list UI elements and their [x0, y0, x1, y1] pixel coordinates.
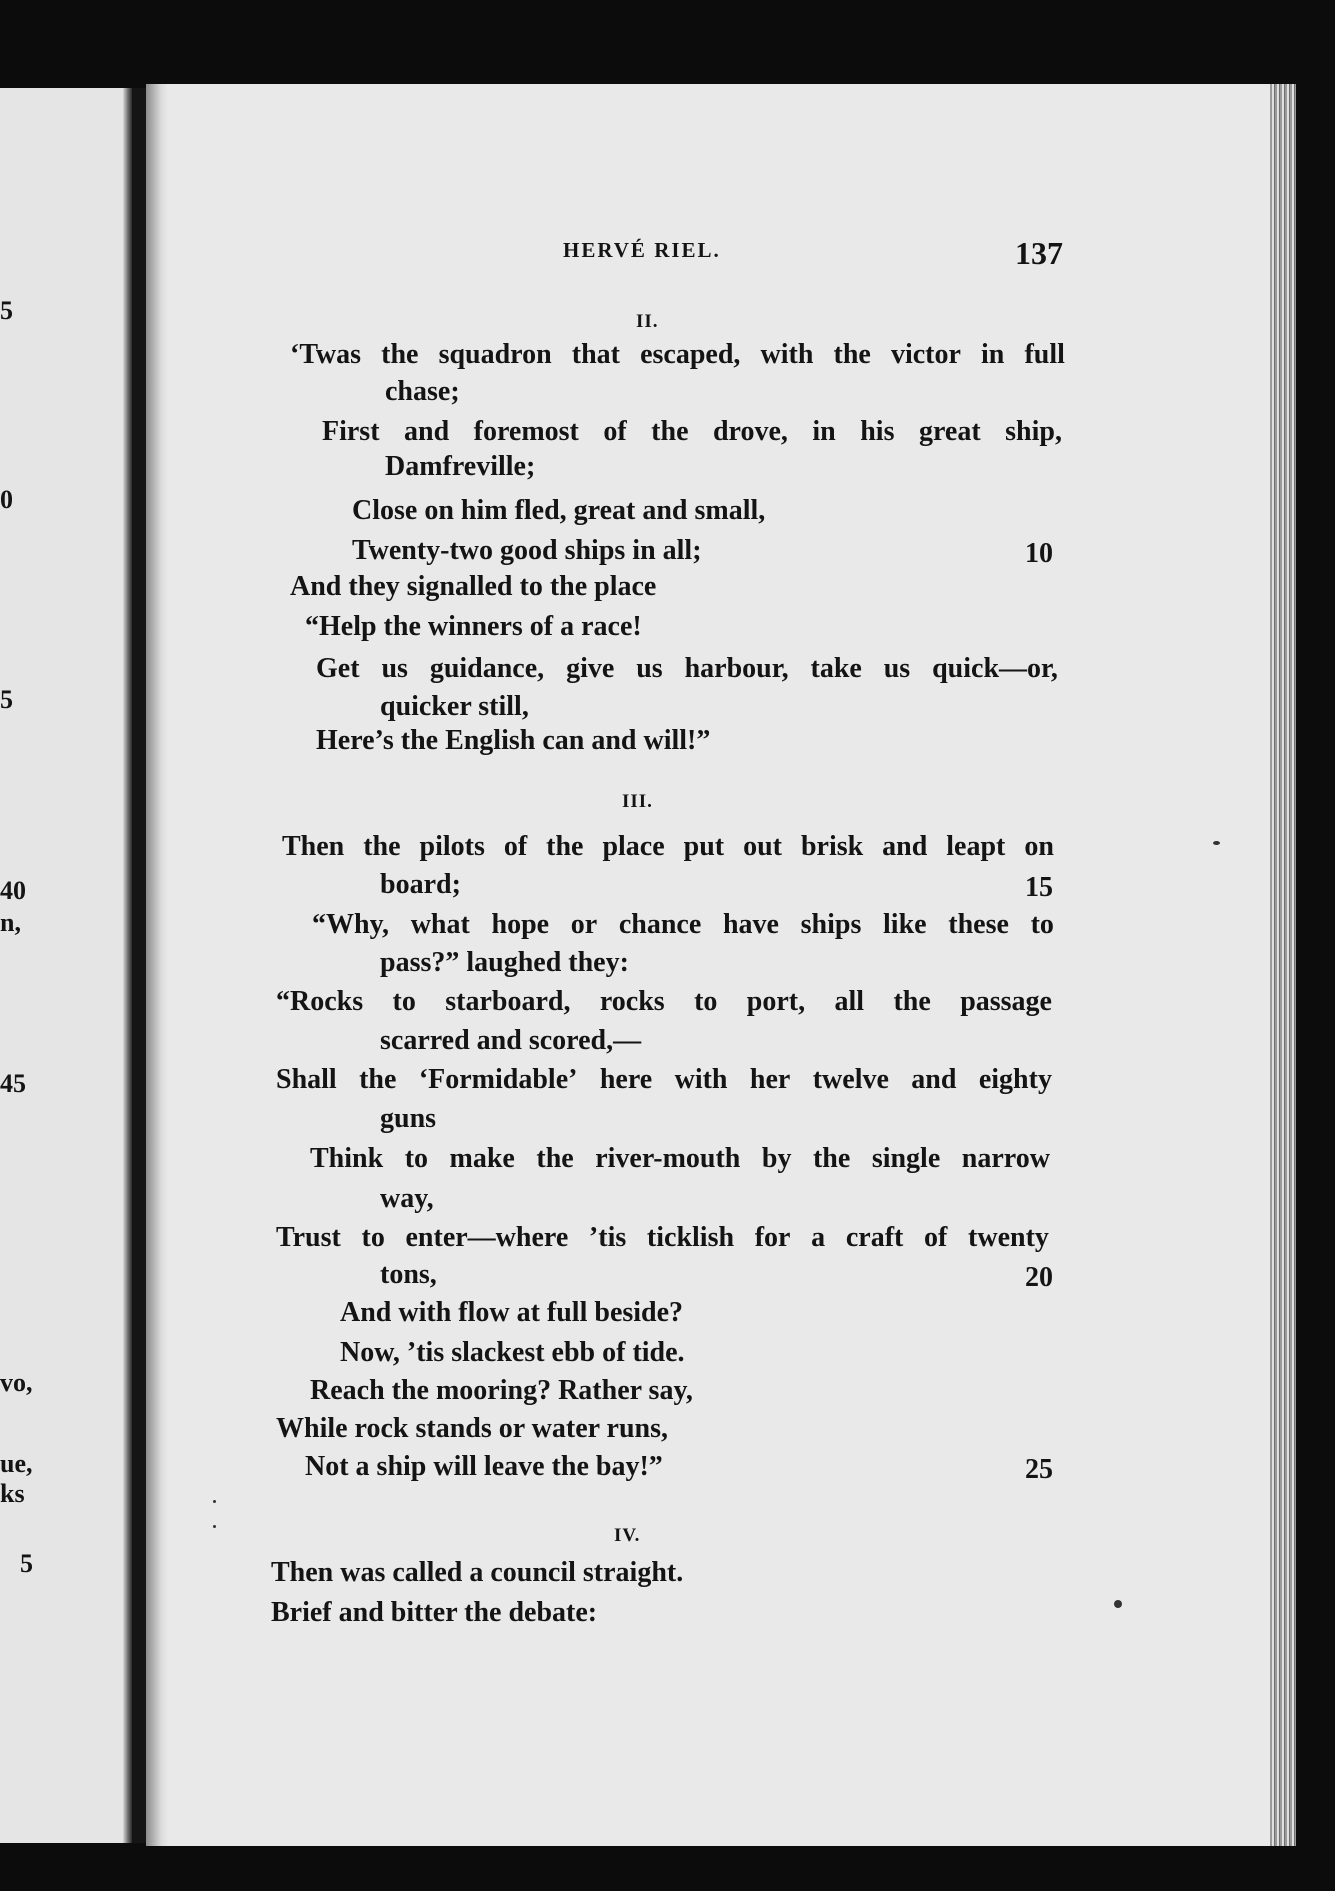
left-page — [0, 88, 132, 1843]
left-page-fragment: 5 — [20, 1549, 33, 1578]
verse-word: and — [911, 1064, 957, 1095]
verse-line: Brief and bitter the debate: — [271, 1597, 598, 1628]
verse-word: passage — [960, 986, 1052, 1017]
verse-word: victor — [890, 339, 961, 370]
verse-line — [282, 830, 1054, 864]
verse-word: like — [883, 909, 927, 940]
verse-word: craft — [845, 1222, 904, 1253]
left-page-fragment: 45 — [0, 1069, 26, 1098]
verse-word: place — [602, 831, 665, 862]
verse-word: narrow — [961, 1143, 1050, 1174]
verse-word: to — [404, 1143, 429, 1174]
verse-word: enter—where — [405, 1222, 569, 1253]
left-page-fragment: 5 — [0, 685, 13, 714]
line-number: 25 — [1025, 1454, 1053, 1485]
verse-word: starboard, — [445, 986, 571, 1017]
verse-word: “Rocks — [276, 986, 364, 1017]
verse-word: make — [449, 1143, 515, 1174]
verse-line — [316, 652, 1058, 686]
verse-word: the — [812, 1143, 851, 1174]
verse-word: Trust — [276, 1222, 341, 1253]
line-number: 15 — [1025, 872, 1053, 903]
verse-line: way, — [380, 1183, 434, 1214]
gutter — [132, 88, 146, 1843]
verse-word: chance — [618, 909, 702, 940]
verse-line — [290, 338, 1065, 372]
verse-word: river-mouth — [595, 1143, 741, 1174]
verse-line: Damfreville; — [385, 451, 536, 482]
verse-word: rocks — [599, 986, 665, 1017]
verse-word: take — [810, 653, 862, 684]
verse-line: Twenty-two good ships in all; — [352, 535, 702, 566]
verse-word: Shall — [276, 1064, 337, 1095]
verse-word: the — [833, 339, 871, 370]
verse-word: of — [603, 416, 627, 447]
left-page-fragment: 0 — [0, 485, 13, 514]
verse-word: great — [918, 416, 981, 447]
verse-line: Here’s the English can and will!” — [316, 725, 711, 756]
verse-word: drove, — [712, 416, 788, 447]
running-head: HERVÉ RIEL. — [563, 238, 721, 262]
verse-word: and — [882, 831, 928, 862]
verse-word: with — [760, 339, 814, 370]
verse-word: the — [893, 986, 931, 1017]
verse-word: ship, — [1005, 416, 1062, 447]
verse-word: twenty — [968, 1222, 1049, 1253]
verse-line: board; — [380, 869, 461, 900]
verse-word: harbour, — [684, 653, 789, 684]
verse-word: foremost — [473, 416, 579, 447]
verse-word: put — [683, 831, 725, 862]
verse-word: that — [571, 339, 620, 370]
left-page-fragment: 40 — [0, 876, 26, 905]
verse-word: pilots — [419, 831, 485, 862]
verse-word: ‘Formidable’ — [418, 1064, 578, 1095]
verse-line — [276, 1221, 1049, 1255]
verse-line: “Help the winners of a race! — [305, 611, 642, 642]
verse-word: give — [566, 653, 615, 684]
verse-line: guns — [380, 1103, 437, 1134]
verse-word: the — [359, 1064, 397, 1095]
verse-word: Then — [282, 831, 345, 862]
verse-line: Reach the mooring? Rather say, — [310, 1375, 693, 1406]
verse-word: what — [410, 909, 470, 940]
verse-word: all — [834, 986, 865, 1017]
verse-word: hope — [491, 909, 550, 940]
verse-line: While rock stands or water runs, — [276, 1413, 669, 1444]
verse-word: brisk — [800, 831, 864, 862]
verse-word: out — [743, 831, 782, 862]
verse-word: ships — [800, 909, 862, 940]
line-number: 10 — [1025, 538, 1053, 569]
verse-word: port, — [746, 986, 806, 1017]
verse-word: ticklish — [646, 1222, 735, 1253]
verse-word: twelve — [812, 1064, 889, 1095]
section-numeral: II. — [636, 311, 659, 332]
left-page-fragment: n, — [0, 908, 21, 937]
verse-line: Then was called a council straight. — [271, 1557, 684, 1588]
verse-line: pass?” laughed they: — [380, 947, 629, 978]
verse-word: or — [570, 909, 598, 940]
verse-word: to — [361, 1222, 385, 1253]
verse-line — [276, 985, 1052, 1019]
verse-word: here — [599, 1064, 653, 1095]
verse-line: quicker still, — [380, 691, 529, 722]
left-page-fragment: ue, — [0, 1449, 33, 1478]
verse-word: ‘Twas — [290, 339, 362, 370]
verse-word: eighty — [978, 1064, 1052, 1095]
page-edge — [1270, 84, 1296, 1846]
verse-line — [322, 415, 1062, 449]
verse-line: Close on him fled, great and small, — [352, 495, 766, 526]
left-page-fragment: 5 — [0, 296, 13, 325]
verse-word: the — [363, 831, 401, 862]
verse-word: these — [948, 909, 1009, 940]
verse-word: us — [636, 653, 663, 684]
verse-word: of — [924, 1222, 948, 1253]
verse-word: the — [546, 831, 584, 862]
verse-word: by — [761, 1143, 792, 1174]
verse-word: full — [1024, 339, 1065, 370]
verse-word: his — [860, 416, 895, 447]
verse-word: First — [322, 416, 380, 447]
left-page-fragment: vo, — [0, 1368, 33, 1397]
verse-word: to — [694, 986, 718, 1017]
verse-line — [312, 908, 1054, 942]
verse-line: Now, ’tis slackest ebb of tide. — [340, 1337, 685, 1368]
verse-word: squadron — [438, 339, 552, 370]
verse-word: quick—or, — [932, 653, 1058, 684]
verse-word: Get — [316, 653, 360, 684]
verse-word: on — [1024, 831, 1054, 862]
verse-word: escaped, — [640, 339, 741, 370]
verse-word: guidance, — [429, 653, 545, 684]
verse-word: us — [883, 653, 911, 684]
verse-word: and — [404, 416, 450, 447]
left-page-fragment: ks — [0, 1479, 25, 1508]
verse-word: the — [536, 1143, 574, 1174]
verse-word: to — [1030, 909, 1054, 940]
verse-line: Not a ship will leave the bay!” — [305, 1451, 663, 1482]
verse-word: single — [871, 1143, 941, 1174]
verse-line: And with flow at full beside? — [340, 1297, 684, 1328]
section-numeral: III. — [622, 791, 653, 812]
section-numeral: IV. — [614, 1525, 641, 1546]
verse-word: a — [811, 1222, 826, 1253]
verse-line — [310, 1142, 1050, 1176]
verse-word: to — [392, 986, 416, 1017]
verse-word: “Why, — [312, 909, 390, 940]
verse-line: chase; — [385, 376, 460, 407]
verse-word: in — [812, 416, 836, 447]
verse-word: Think — [310, 1143, 384, 1174]
verse-word: have — [722, 909, 779, 940]
verse-line — [276, 1063, 1052, 1097]
verse-word: the — [381, 339, 419, 370]
verse-word: the — [651, 416, 689, 447]
line-number: 20 — [1025, 1262, 1053, 1293]
verse-line: And they signalled to the place — [290, 571, 657, 602]
verse-word: ’tis — [588, 1222, 627, 1253]
verse-line: scarred and scored,— — [380, 1025, 642, 1056]
verse-word: of — [503, 831, 528, 862]
verse-word: leapt — [946, 831, 1006, 862]
verse-word: with — [674, 1064, 728, 1095]
verse-word: for — [754, 1222, 791, 1253]
verse-word: us — [381, 653, 408, 684]
verse-word: in — [981, 339, 1005, 370]
verse-line: tons, — [380, 1259, 437, 1290]
page-number: 137 — [1015, 235, 1063, 271]
verse-word: her — [749, 1064, 791, 1095]
